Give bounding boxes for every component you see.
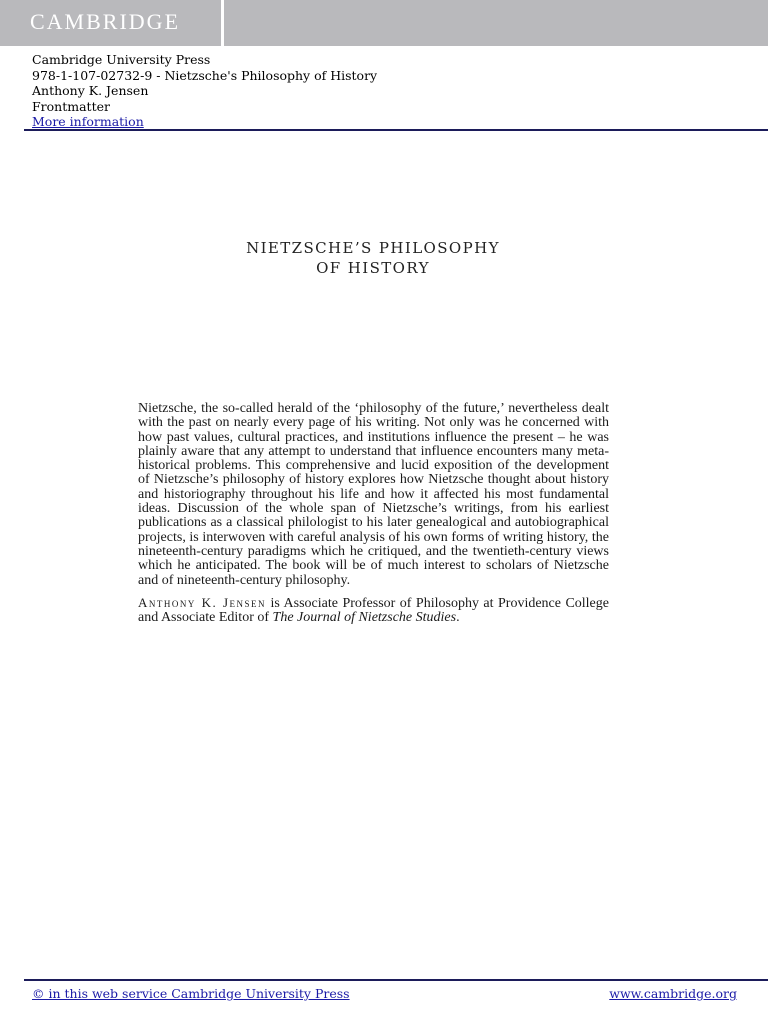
book-title-line-2: OF HISTORY (316, 259, 430, 277)
book-description (138, 402, 609, 633)
author-bio-paragraph (138, 596, 609, 626)
description-paragraph: Nietzsche, the so-called herald of the ‘philosophy of the future,’ nevertheless dealt with the past on nearly every page of his writing. Not only was he concerned with how past values, cultural practices, and institutions influence the present – he was plainly aware that any attempt to understand that influence encounters many meta-historical problems. This comprehensive and lucid exposition of the development of Nietzsche’s philosophy of history explores how Nietzsche thought about history and historiography throughout his life and how it affected his most fundamental ideas. Discussion of the whole span of Nietzsche’s writings, from his earliest publications as a classical philologist to his later genealogical and autobiographical projects, is interwoven with careful analysis of his own forms of writing history, the nineteenth-century paradigms which he critiqued, and the twentieth-century views which he anticipated. The book will be of much interest to scholars of Nietzsche and of nineteenth-century philosophy. (138, 401, 609, 588)
copyright-link[interactable]: © in this web service Cambridge University Press (32, 986, 350, 1001)
header-banner (0, 0, 768, 46)
banner-divider (221, 0, 224, 46)
publisher-name: Cambridge University Press (32, 52, 211, 67)
isbn-title: 978-1-107-02732-9 - Nietzsche's Philosophy of History (32, 67, 378, 83)
book-title (0, 238, 746, 278)
cambridge-logo: CAMBRIDGE (30, 9, 181, 34)
bio-text: is Associate Professor of Philosophy at Providence College and Associate Editor of (138, 595, 609, 626)
bio-author-name: Anthony K. Jensen (138, 594, 267, 610)
book-metadata (32, 52, 377, 130)
more-information-link[interactable]: More information (32, 114, 144, 129)
bottom-rule (24, 979, 768, 981)
book-title-line-1: NIETZSCHE’S PHILOSOPHY (246, 239, 500, 257)
website-link[interactable]: www.cambridge.org (609, 986, 737, 1001)
journal-title: The Journal of Nietzsche Studies (272, 610, 457, 626)
top-rule (24, 129, 768, 131)
section-name: Frontmatter (32, 98, 110, 114)
author-name: Anthony K. Jensen (32, 83, 149, 98)
bio-end: . (456, 610, 460, 626)
